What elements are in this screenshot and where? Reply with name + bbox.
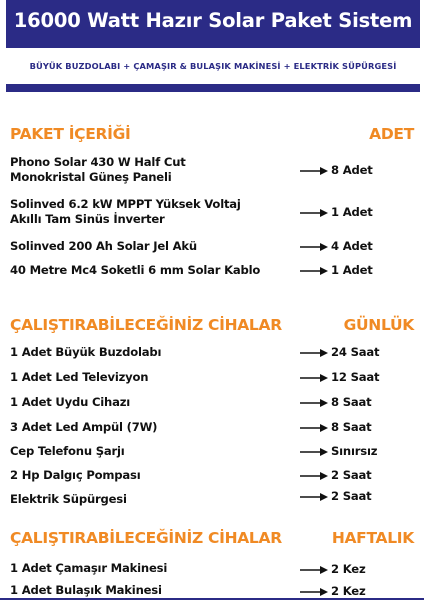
right-arrow-icon [300,565,328,575]
item-value-wrap [300,584,366,599]
item-name: 1 Adet Led Televizyon [10,370,149,384]
item-value: 2 Saat [331,468,372,482]
right-arrow-icon [300,471,328,481]
item-name: 1 Adet Uydu Cihazı [10,395,131,409]
right-arrow-icon [300,266,328,276]
page-title: 16000 Watt Hazır Solar Paket Sistem [13,9,413,32]
item-value: 8 Saat [331,420,372,434]
page-subtitle: BÜYÜK BUZDOLABI + ÇAMAŞIR & BULAŞIK MAKİNESİ + ELEKTRİK SÜPÜRGESİ [29,61,397,71]
item-name: Solinved 200 Ah Solar Jel Akü [10,239,197,253]
item-value: 12 Saat [331,370,380,384]
item-value-wrap [300,395,371,410]
item-value-wrap [300,468,371,483]
item-value-wrap [300,345,379,360]
right-arrow-icon [300,373,328,383]
right-arrow-icon [300,587,328,597]
item-name: Solinved 6.2 kW MPPT Yüksek Voltaj Akıllı Tam Sinüs İnverter [10,197,241,226]
item-name: Elektrik Süpürgesi [10,492,127,506]
item-name: 1 Adet Çamaşır Makinesi [10,561,168,575]
right-arrow-icon [300,208,328,218]
package-section-header [10,125,414,147]
item-value-wrap [300,489,371,504]
header-banner [6,0,420,92]
right-arrow-icon [300,242,328,252]
item-name: Cep Telefonu Şarjı [10,444,125,458]
item-value: 4 Adet [331,239,373,253]
item-name: Phono Solar 430 W Half Cut Monokristal Güneş Paneli [10,155,186,184]
right-arrow-icon [300,348,328,358]
right-arrow-icon [300,166,328,176]
item-value: 2 Saat [331,489,372,503]
item-value-wrap [300,370,379,385]
item-name: 40 Metre Mc4 Soketli 6 mm Solar Kablo [10,263,261,277]
weekly-column-label: HAFTALIK [331,529,414,547]
package-heading: PAKET İÇERİĞİ [10,125,131,143]
item-value-wrap [300,239,373,254]
item-name: 1 Adet Büyük Buzdolabı [10,345,162,359]
item-name: 3 Adet Led Ampül (7W) [10,420,158,434]
right-arrow-icon [300,492,328,502]
item-value: Sınırsız [331,444,378,458]
daily-heading: ÇALIŞTIRABİLECEĞİNİZ CİHALAR [10,316,282,334]
item-value-wrap [300,163,373,178]
item-name: 2 Hp Dalgıç Pompası [10,468,141,482]
item-value: 24 Saat [331,345,380,359]
item-value: 8 Adet [331,163,373,177]
package-column-label: ADET [369,125,414,143]
item-value-wrap [300,263,373,278]
item-value-wrap [300,420,371,435]
weekly-heading: ÇALIŞTIRABİLECEĞİNİZ CİHALAR [10,529,282,547]
right-arrow-icon [300,447,328,457]
item-value-wrap [300,444,377,459]
item-value: 1 Adet [331,263,373,277]
item-value-wrap [300,205,373,220]
item-value: 1 Adet [331,205,373,219]
right-arrow-icon [300,398,328,408]
weekly-section-header [10,529,414,551]
item-value: 2 Kez [331,584,366,598]
daily-column-label: GÜNLÜK [343,316,414,334]
item-name: 1 Adet Bulaşık Makinesi [10,583,162,597]
right-arrow-icon [300,423,328,433]
item-value: 8 Saat [331,395,372,409]
item-value: 2 Kez [331,562,366,576]
item-value-wrap [300,562,366,577]
daily-section-header [10,316,414,338]
